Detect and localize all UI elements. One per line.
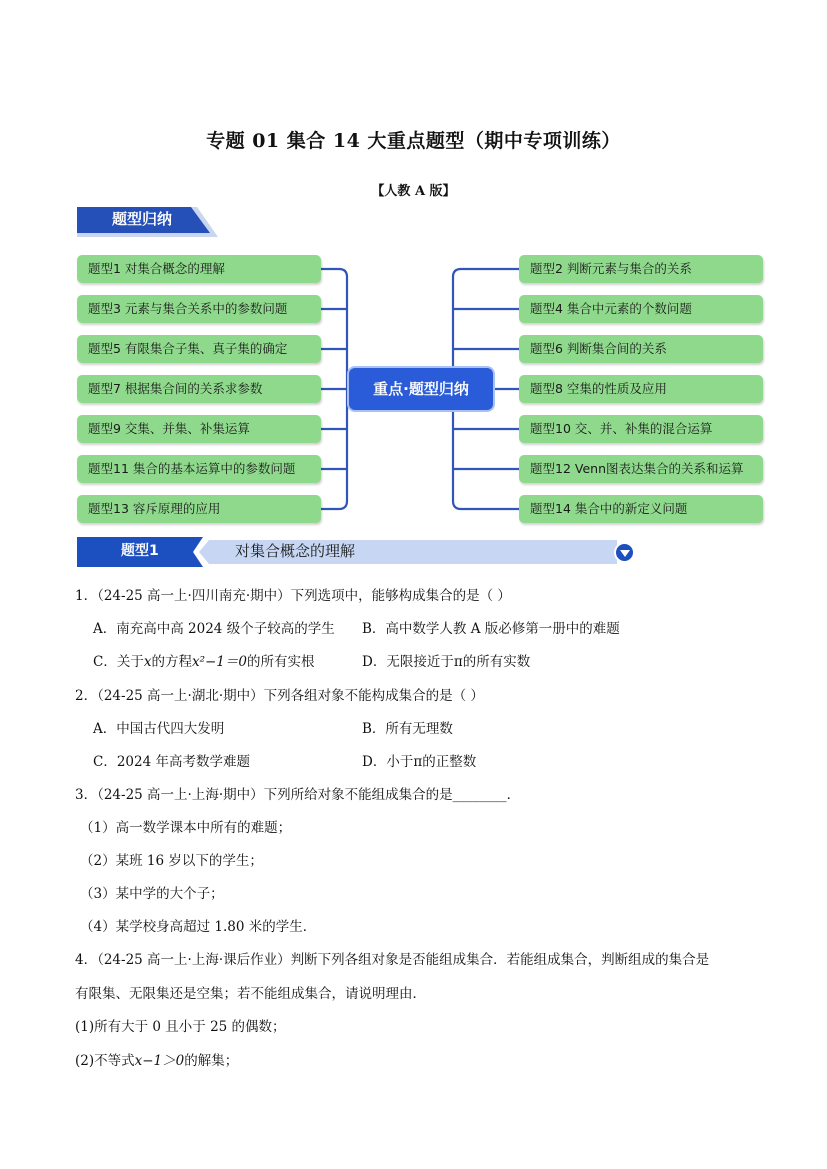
topic-box-8: 题型8 空集的性质及应用 <box>519 375 763 403</box>
question-1-option-c: C．关于x的方程x²−1＝0的所有实根 <box>93 654 315 670</box>
topic-box-12: 题型12 Venn图表达集合的关系和运算 <box>519 455 763 483</box>
question-4-stem-line-1: 4．（24-25 高一上·上海·课后作业）判断下列各组对象是否能组成集合．若能组成集合，判断组成的集合是 <box>75 952 710 968</box>
question-4-stem-line-2: 有限集、无限集还是空集；若不能组成集合，请说明理由． <box>75 986 426 1002</box>
question-4-item-1: (1)所有大于 0 且小于 25 的偶数； <box>75 1019 286 1035</box>
question-1-stem: 1．（24-25 高一上·四川南充·期中）下列选项中，能够构成集合的是（ ） <box>75 588 511 604</box>
question-2-option-a: A．中国古代四大发明 <box>93 721 225 737</box>
question-3-item-4: （4）某学校身高超过 1.80 米的学生． <box>80 919 317 935</box>
topic-box-3: 题型3 元素与集合关系中的参数问题 <box>77 295 321 323</box>
question-1-option-b: B．高中数学人教 A 版必修第一册中的难题 <box>362 621 620 637</box>
question-2-option-b: B．所有无理数 <box>362 721 453 737</box>
section-header-bar <box>77 537 641 567</box>
topic-box-14: 题型14 集合中的新定义问题 <box>519 495 763 523</box>
topic-box-1: 题型1 对集合概念的理解 <box>77 255 321 283</box>
edition-label: 【人教 A 版】 <box>371 184 456 199</box>
topic-box-9: 题型9 交集、并集、补集运算 <box>77 415 321 443</box>
section-title: 对集合概念的理解 <box>235 542 356 560</box>
question-3-stem: 3．（24-25 高一上·上海·期中）下列所给对象不能组成集合的是________． <box>75 787 521 803</box>
topic-box-13: 题型13 容斥原理的应用 <box>77 495 321 523</box>
topic-box-2: 题型2 判断元素与集合的关系 <box>519 255 763 283</box>
question-2-option-d: D．小于π的正整数 <box>362 754 477 770</box>
topic-box-11: 题型11 集合的基本运算中的参数问题 <box>77 455 321 483</box>
section-label: 题型1 <box>121 543 159 559</box>
question-1-option-a: A．南充高中高 2024 级个子较高的学生 <box>93 621 335 637</box>
topic-box-4: 题型4 集合中元素的个数问题 <box>519 295 763 323</box>
topic-box-6: 题型6 判断集合间的关系 <box>519 335 763 363</box>
question-3-item-1: （1）高一数学课本中所有的难题； <box>80 820 292 836</box>
topic-box-10: 题型10 交、并、补集的混合运算 <box>519 415 763 443</box>
topic-box-5: 题型5 有限集合子集、真子集的确定 <box>77 335 321 363</box>
question-2-stem: 2．（24-25 高一上·湖北·期中）下列各组对象不能构成集合的是（ ） <box>75 688 484 704</box>
chevron-down-icon[interactable] <box>614 542 635 563</box>
question-3-item-2: （2）某班 16 岁以下的学生； <box>80 853 263 869</box>
question-3-item-3: （3）某中学的大个子； <box>80 886 224 902</box>
document-title: 专题 01 集合 14 大重点题型（期中专项训练） <box>206 130 621 152</box>
summary-banner-label: 题型归纳 <box>112 210 173 228</box>
question-4-item-2: (2)不等式x−1＞0的解集； <box>75 1053 239 1069</box>
mindmap-center: 重点·题型归纳 <box>347 366 495 412</box>
topic-box-7: 题型7 根据集合间的关系求参数 <box>77 375 321 403</box>
question-2-option-c: C．2024 年高考数学难题 <box>93 754 250 770</box>
question-1-option-d: D．无限接近于π的所有实数 <box>362 654 531 670</box>
